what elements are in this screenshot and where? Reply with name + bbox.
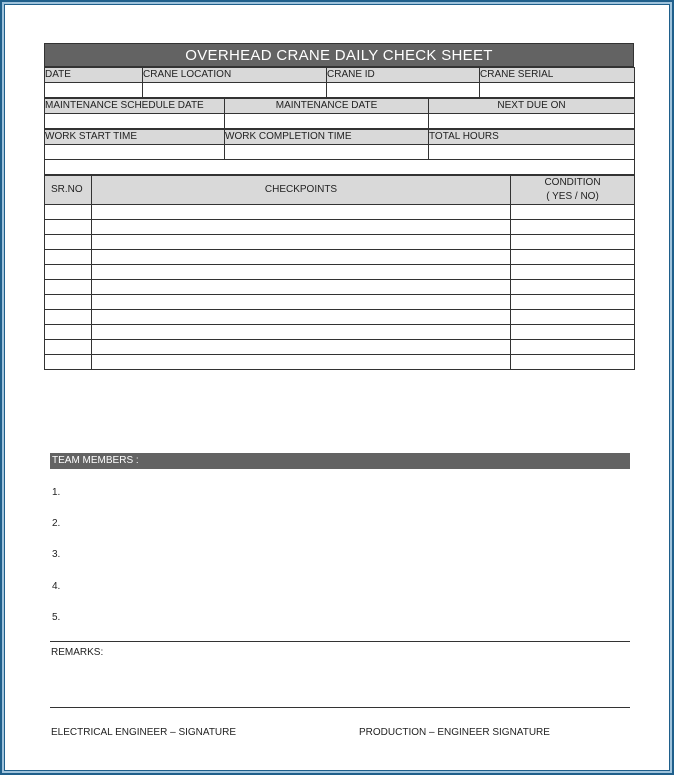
- remarks-label: REMARKS:: [51, 647, 104, 658]
- sr-no-header: SR.NO: [45, 176, 92, 205]
- date-field[interactable]: [45, 83, 143, 98]
- condition-cell[interactable]: [511, 355, 635, 370]
- checklist-row: [45, 265, 635, 280]
- crane-location-field[interactable]: [143, 83, 327, 98]
- checklist-row: [45, 355, 635, 370]
- team-members-header: TEAM MEMBERS :: [50, 453, 630, 469]
- crane-serial-field[interactable]: [480, 83, 635, 98]
- sr-no-cell[interactable]: [45, 355, 92, 370]
- sr-no-cell[interactable]: [45, 325, 92, 340]
- sr-no-cell[interactable]: [45, 265, 92, 280]
- sr-no-cell[interactable]: [45, 235, 92, 250]
- maintenance-date-label: MAINTENANCE DATE: [225, 99, 429, 114]
- checklist-table: [44, 175, 635, 370]
- checkpoint-cell[interactable]: [92, 220, 511, 235]
- crane-serial-label: CRANE SERIAL: [480, 68, 635, 83]
- condition-cell[interactable]: [511, 280, 635, 295]
- team-member-4: 4.: [52, 581, 61, 592]
- checklist-row: [45, 205, 635, 220]
- work-start-time-label: WORK START TIME: [45, 130, 225, 145]
- info-table-1: [44, 67, 635, 98]
- total-hours-field[interactable]: [429, 145, 635, 160]
- checkpoint-cell[interactable]: [92, 205, 511, 220]
- sr-no-cell[interactable]: [45, 205, 92, 220]
- condition-cell[interactable]: [511, 310, 635, 325]
- team-member-5: 5.: [52, 612, 61, 623]
- sr-no-cell[interactable]: [45, 280, 92, 295]
- maintenance-schedule-date-field[interactable]: [45, 114, 225, 129]
- checklist-row: [45, 250, 635, 265]
- checklist-row: [45, 325, 635, 340]
- condition-cell[interactable]: [511, 295, 635, 310]
- total-hours-label: TOTAL HOURS: [429, 130, 635, 145]
- next-due-on-label: NEXT DUE ON: [429, 99, 635, 114]
- condition-cell[interactable]: [511, 220, 635, 235]
- remarks-divider: [50, 641, 630, 642]
- sr-no-cell[interactable]: [45, 295, 92, 310]
- checkpoint-cell[interactable]: [92, 325, 511, 340]
- checklist-row: [45, 310, 635, 325]
- work-start-time-field[interactable]: [45, 145, 225, 160]
- electrical-engineer-signature: ELECTRICAL ENGINEER – SIGNATURE: [51, 727, 237, 738]
- sr-no-cell[interactable]: [45, 220, 92, 235]
- condition-cell[interactable]: [511, 235, 635, 250]
- checklist-row: [45, 220, 635, 235]
- spacer-row: [45, 160, 635, 175]
- checkpoints-header: CHECKPOINTS: [92, 176, 511, 205]
- sheet-title: OVERHEAD CRANE DAILY CHECK SHEET: [44, 43, 634, 67]
- team-members-section: [50, 453, 630, 623]
- check-sheet: [44, 43, 634, 370]
- next-due-on-field[interactable]: [429, 114, 635, 129]
- condition-cell[interactable]: [511, 250, 635, 265]
- maintenance-date-field[interactable]: [225, 114, 429, 129]
- info-table-2: [44, 98, 635, 129]
- condition-cell[interactable]: [511, 265, 635, 280]
- info-table-3: [44, 129, 635, 175]
- condition-header-line2: ( YES / NO): [546, 191, 599, 202]
- condition-header-line1: CONDITION: [544, 177, 601, 188]
- team-member-1: 1.: [52, 487, 61, 498]
- checkpoint-cell[interactable]: [92, 340, 511, 355]
- checklist-row: [45, 340, 635, 355]
- sr-no-cell[interactable]: [45, 250, 92, 265]
- sr-no-cell[interactable]: [45, 310, 92, 325]
- checklist-rows: [45, 205, 635, 370]
- team-member-3: 3.: [52, 549, 61, 560]
- checkpoint-cell[interactable]: [92, 295, 511, 310]
- checkpoint-cell[interactable]: [92, 235, 511, 250]
- work-completion-time-field[interactable]: [225, 145, 429, 160]
- work-completion-time-label: WORK COMPLETION TIME: [225, 130, 429, 145]
- crane-location-label: CRANE LOCATION: [143, 68, 327, 83]
- checkpoint-cell[interactable]: [92, 280, 511, 295]
- condition-header: [511, 176, 635, 205]
- checkpoint-cell[interactable]: [92, 250, 511, 265]
- crane-id-field[interactable]: [327, 83, 480, 98]
- team-member-2: 2.: [52, 518, 61, 529]
- sr-no-cell[interactable]: [45, 340, 92, 355]
- checkpoint-cell[interactable]: [92, 355, 511, 370]
- condition-cell[interactable]: [511, 340, 635, 355]
- date-label: DATE: [45, 68, 143, 83]
- checkpoint-cell[interactable]: [92, 265, 511, 280]
- maintenance-schedule-date-label: MAINTENANCE SCHEDULE DATE: [45, 99, 225, 114]
- condition-cell[interactable]: [511, 205, 635, 220]
- crane-id-label: CRANE ID: [327, 68, 480, 83]
- checklist-row: [45, 280, 635, 295]
- checklist-row: [45, 295, 635, 310]
- production-engineer-signature: PRODUCTION – ENGINEER SIGNATURE: [359, 727, 550, 738]
- checkpoint-cell[interactable]: [92, 310, 511, 325]
- signature-divider: [50, 707, 630, 708]
- condition-cell[interactable]: [511, 325, 635, 340]
- checklist-row: [45, 235, 635, 250]
